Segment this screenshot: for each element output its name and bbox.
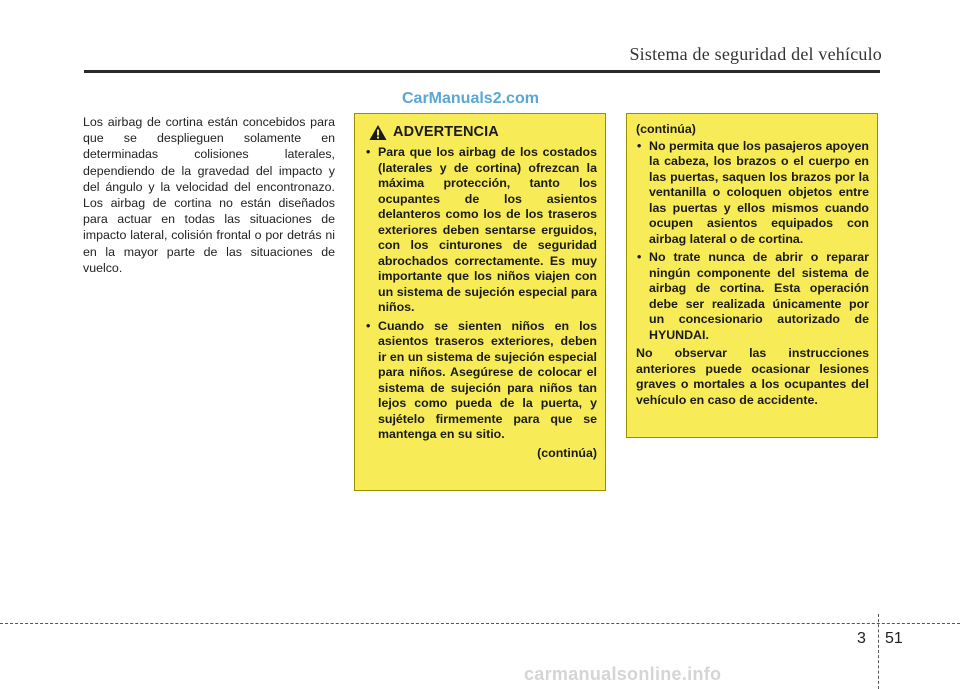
body-paragraph: Los airbag de cortina están concebidos para que se desplieguen solamente en determinadas colisiones laterales, dependiendo de la gravedad del impacto y del ángulo y la velocidad del encontronazo. Los airbag de cortina no están diseñados para actuar en todas las situaciones de impacto lateral, colisión frontal o por detrás ni en la mayor parte de las situaciones de vuelco.	[83, 115, 335, 275]
footer-divider	[0, 623, 960, 624]
warning-header	[369, 124, 597, 141]
section-title: Sistema de seguridad del vehículo	[629, 44, 882, 64]
footer-page-separator	[878, 614, 879, 689]
continued-warning-box	[626, 113, 878, 438]
chapter-number: 3	[857, 630, 866, 647]
warning-item: • No trate nunca de abrir o reparar ningún componente del sistema de airbag de cortina. Esta operación debe ser realizada únicamente por un concesionario autorizado de HYUNDAI.	[636, 250, 869, 343]
warning-triangle-icon	[369, 124, 387, 141]
continued-label: (continúa)	[636, 122, 696, 136]
warning-item: • No permita que los pasajeros apoyen la cabeza, los brazos o el cuerpo en las puertas, saquen los brazos por la ventanilla o coloquen objetos entre las puertas y ellos mismos cuando ocupen asientos equipados con airbag lateral o de cortina.	[636, 139, 869, 248]
closing-warning-text: No observar las instrucciones anteriores puede ocasionar lesiones graves o mortales a los ocupantes del vehículo en caso de accidente.	[636, 346, 869, 407]
warning-title: ADVERTENCIA	[393, 123, 499, 140]
warning-box	[354, 113, 606, 491]
warning-item: • Para que los airbag de los costados (laterales y de cortina) ofrezcan la máxima protección, tanto los ocupantes de los asientos delanteros como los de los traseros exteriores deben sentarse erguidos, con los cinturones de seguridad abrochados correctamente. Es muy importante que los niños viajen con un sistema de sujeción especial para niños.	[365, 145, 597, 316]
continued-warning-list	[636, 139, 869, 344]
watermark-footer: carmanualsonline.info	[524, 664, 722, 684]
page-number: 51	[885, 630, 903, 647]
header-divider	[84, 70, 880, 73]
warning-list	[365, 145, 597, 443]
watermark-link[interactable]: CarManuals2.com	[402, 90, 539, 107]
continued-label: (continúa)	[537, 445, 597, 460]
warning-item: • Cuando se sienten niños en los asientos traseros exteriores, deben ir en un sistema de sujeción especial para niños. Asegúrese de colocar el sistema de sujeción para niños tan lejos como pueda de la puerta, y sujételo firmemente para que se mantenga en su sitio.	[365, 319, 597, 443]
